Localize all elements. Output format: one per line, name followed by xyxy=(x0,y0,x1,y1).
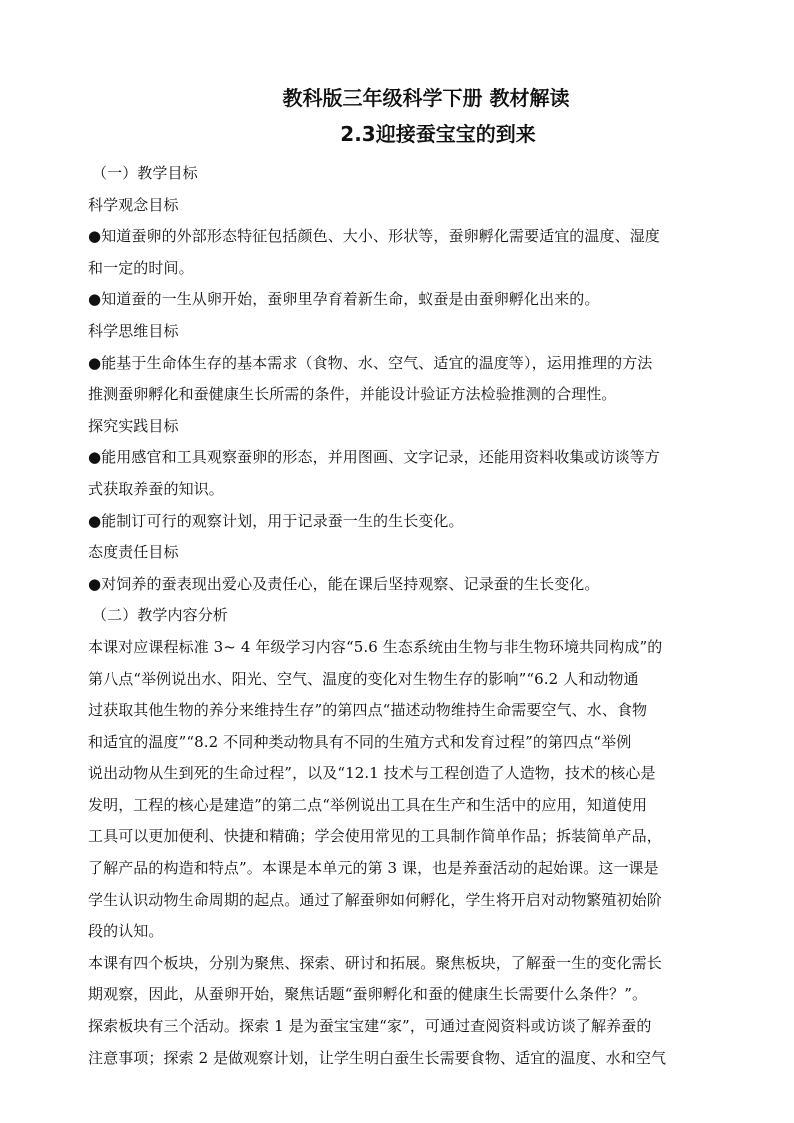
body-line: 第八点“举例说出水、阳光、空气、温度的变化对生物生存的影响”“6.2 人和动物通 xyxy=(88,669,639,688)
body-line: 工具可以更加便利、快捷和精确；学会使用常见的工具制作简单作品；拆装简单产品， xyxy=(88,827,662,846)
document-body xyxy=(88,158,708,1074)
body-line: 学生认识动物生命周期的起点。通过了解蚕卵如何孵化，学生将开启对动物繁殖初始阶 xyxy=(88,890,662,909)
body-line: ●知道蚕卵的外部形态特征包括颜色、大小、形状等，蚕卵孵化需要适宜的温度、湿度 xyxy=(88,227,660,246)
body-line: 本课对应课程标准 3~ 4 年级学习内容“5.6 生态系统由生物与非生物环境共同构成”的 xyxy=(88,637,663,656)
body-line: 说出动物从生到死的生命过程”，以及“12.1 技术与工程创造了人造物，技术的核心是 xyxy=(88,764,656,783)
body-line: 推测蚕卵孵化和蚕健康生长所需的条件，并能设计验证方法检验推测的合理性。 xyxy=(88,385,617,404)
lesson-title: 2.3迎接蚕宝宝的到来 xyxy=(340,122,536,146)
body-line: 了解产品的构造和特点”。本课是本单元的第 3 课，也是养蚕活动的起始课。这一课是 xyxy=(88,859,659,878)
body-line: 段的认知。 xyxy=(88,922,164,941)
body-line: 科学思维目标 xyxy=(88,321,179,340)
body-line: 和适宜的温度”“8.2 不同种类动物具有不同的生殖方式和发育过程”的第四点“举例 xyxy=(88,732,632,751)
body-line: 过获取其他生物的养分来维持生存”的第四点“描述动物维持生命需要空气、水、食物 xyxy=(88,701,648,720)
body-line: 科学观念目标 xyxy=(88,195,179,214)
body-line: ●能制订可行的观察计划，用于记录蚕一生的生长变化。 xyxy=(88,511,464,530)
body-line: （一）教学目标 xyxy=(92,164,198,182)
body-line: （二）教学内容分析 xyxy=(92,606,228,625)
body-line: 和一定的时间。 xyxy=(88,258,194,277)
body-line: 态度责任目标 xyxy=(88,543,179,562)
body-line: 期观察，因此，从蚕卵开始，聚焦话题“蚕卵孵化和蚕的健康生长需要什么条件？”。 xyxy=(88,985,648,1004)
body-line: 发明，工程的核心是建造”的第二点“举例说出工具在生产和生活中的应用，知道使用 xyxy=(88,795,648,814)
body-line: 本课有四个板块，分别为聚焦、探索、研讨和拓展。聚焦板块，了解蚕一生的变化需长 xyxy=(88,953,662,972)
body-line: ●能用感官和工具观察蚕卵的形态，并用图画、文字记录，还能用资料收集或访谈等方 xyxy=(88,448,660,467)
body-line: 式获取养蚕的知识。 xyxy=(88,479,224,498)
body-line: ●对饲养的蚕表现出爱心及责任心，能在课后坚持观察、记录蚕的生长变化。 xyxy=(88,574,600,593)
body-line: 注意事项；探索 2 是做观察计划，让学生明白蚕生长需要食物、适宜的温度、水和空气 xyxy=(88,1048,667,1067)
body-line: ●能基于生命体生存的基本需求（食物、水、空气、适宜的温度等），运用推理的方法 xyxy=(88,353,653,372)
body-line: 探究实践目标 xyxy=(88,416,179,435)
body-line: ●知道蚕的一生从卵开始，蚕卵里孕育着新生命，蚁蚕是由蚕卵孵化出来的。 xyxy=(88,290,600,309)
document-title: 教科版三年级科学下册 教材解读 xyxy=(282,86,570,110)
body-line: 探索板块有三个活动。探索 1 是为蚕宝宝建“家”，可通过查阅资料或访谈了解养蚕的 xyxy=(88,1017,652,1036)
